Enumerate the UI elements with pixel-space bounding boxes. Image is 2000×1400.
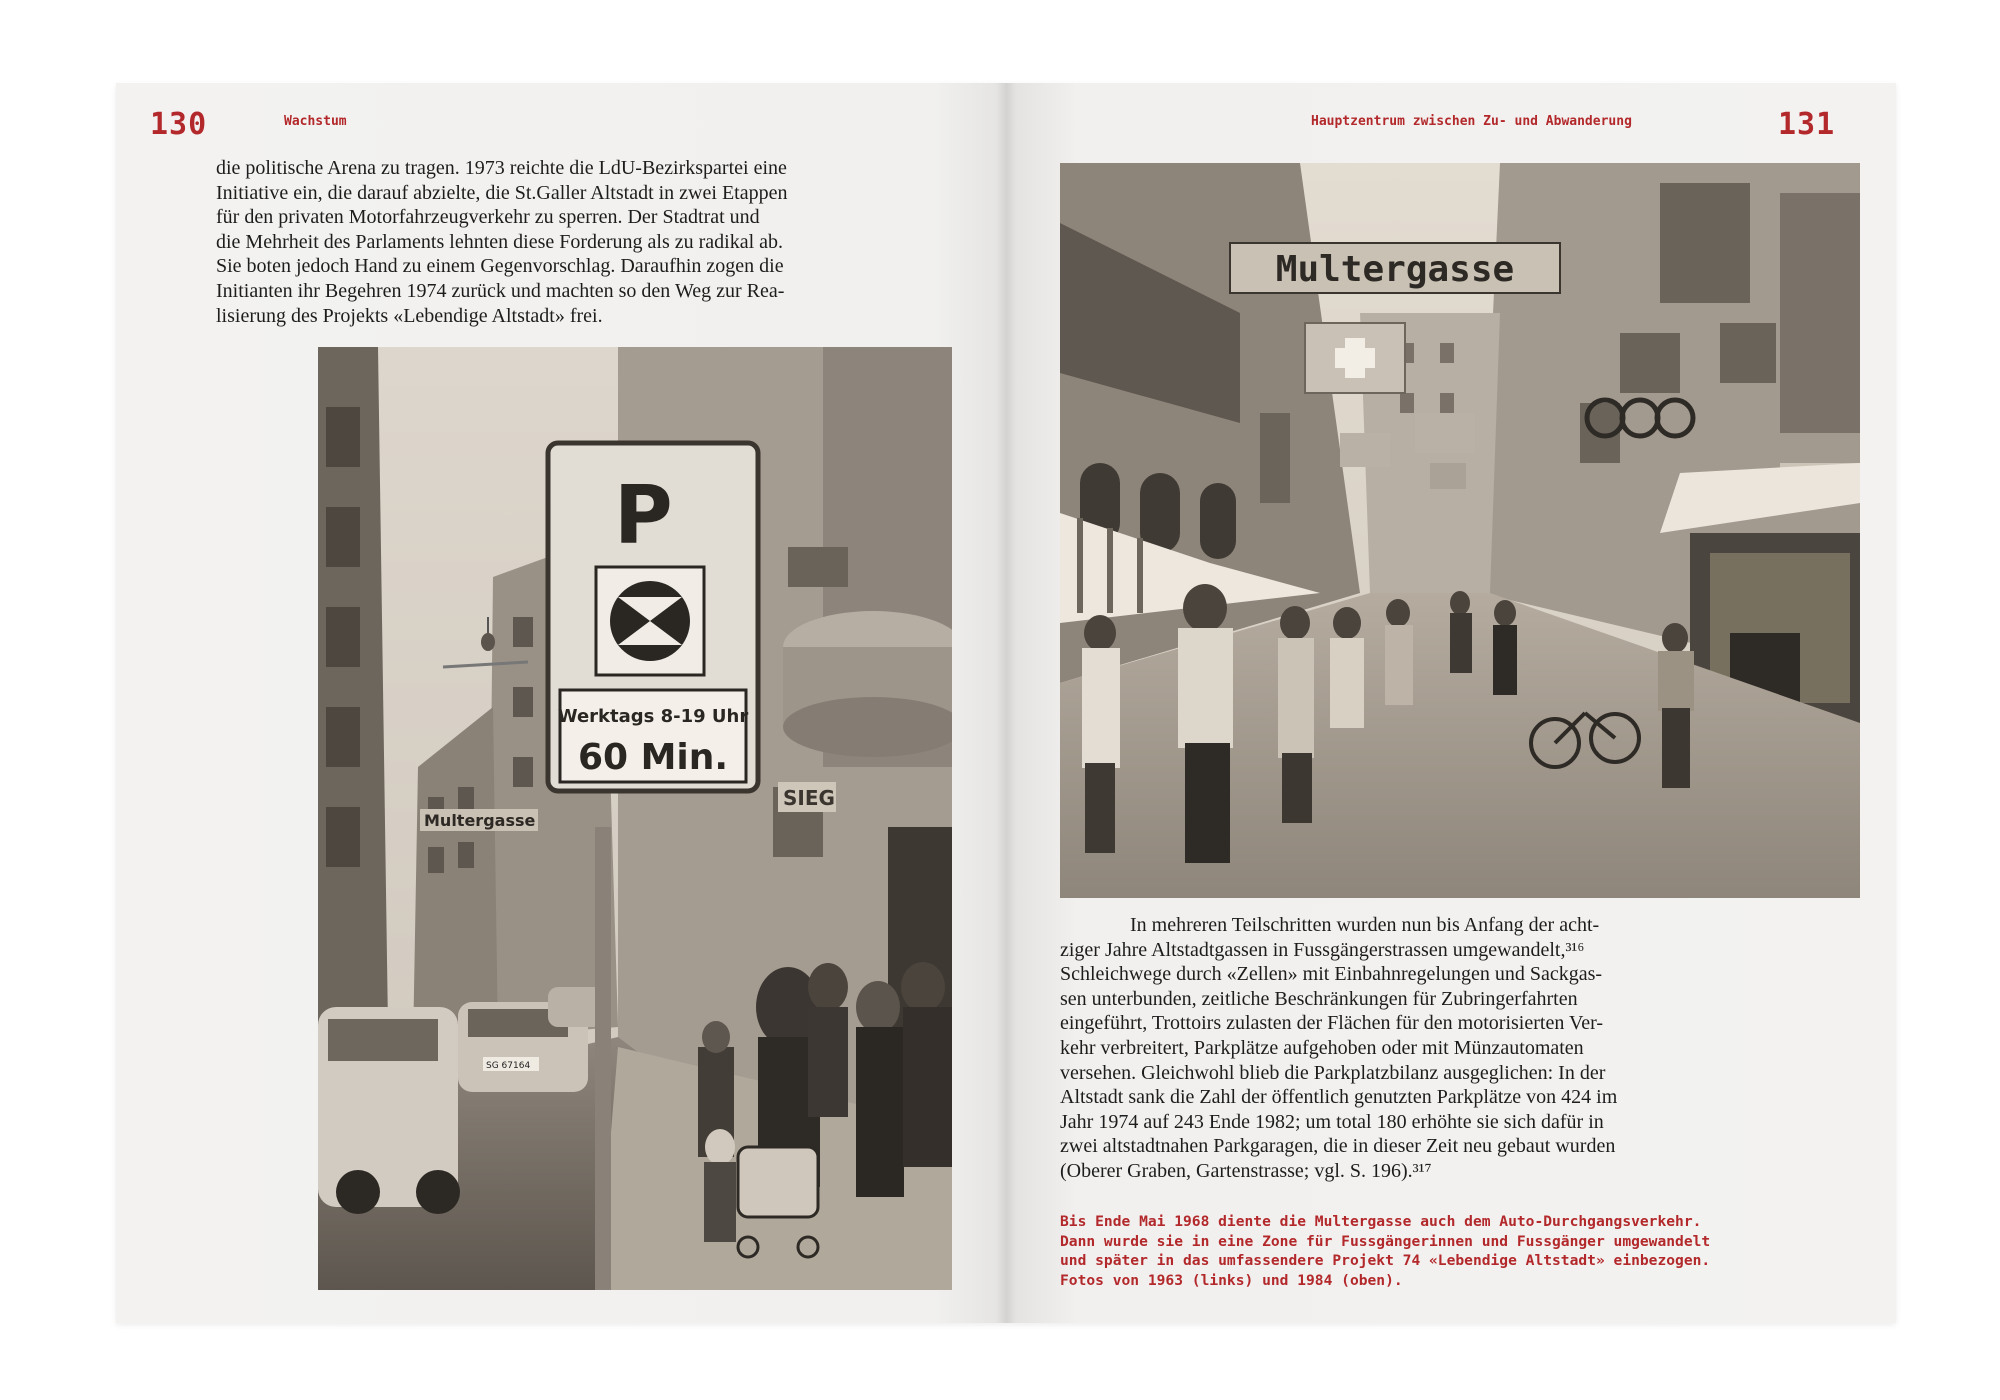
text-line: sen unterbunden, zeitliche Beschränkungen für Zubringerfahrten: [1060, 987, 1578, 1010]
photo-1963-parking-sign: [318, 347, 952, 1290]
text-line: kehr verbreitert, Parkplätze aufgehoben oder mit Münzautomaten: [1060, 1036, 1584, 1059]
street-sign-text: Multergasse: [424, 811, 536, 830]
running-head-left: Wachstum: [284, 114, 347, 129]
text-line: die Mehrheit des Parlaments lehnten diese Forderung als zu radikal ab.: [216, 230, 784, 253]
overhead-street-sign-text: Multergasse: [1275, 249, 1515, 290]
photo-caption: [1060, 1212, 1710, 1290]
sign-hours-text: Werktags 8-19 Uhr: [557, 706, 749, 727]
text-line: lisierung des Projekts «Lebendige Altstadt» frei.: [216, 304, 603, 327]
page-number-right: 131: [1778, 107, 1836, 142]
left-page: [116, 83, 1006, 1323]
text-line: eingeführt, Trottoirs zulasten der Flächen für den motorisierten Ver-: [1060, 1012, 1603, 1035]
photo-1984-pedestrian-street: [1060, 163, 1860, 898]
text-line: zwei altstadtnahen Parkgaragen, die in dieser Zeit neu gebaut wurden: [1060, 1135, 1616, 1158]
license-plate-text: SG 67164: [486, 1061, 531, 1071]
right-page: [1006, 83, 1896, 1323]
text-line: für den privaten Motorfahrzeugverkehr zu sperren. Der Stadtrat und: [216, 206, 760, 229]
text-line: Jahr 1974 auf 243 Ende 1982; um total 180 erhöhte sie sich dafür in: [1060, 1110, 1604, 1133]
text-line: ziger Jahre Altstadtgassen in Fussgängerstrassen umgewandelt,³¹⁶: [1060, 938, 1585, 961]
photo-1984-image: [1060, 163, 1860, 898]
caption-line: Bis Ende Mai 1968 diente die Multergasse auch dem Auto-Durchgangsverkehr.: [1060, 1213, 1702, 1230]
text-line: In mehreren Teilschritten wurden nun bis Anfang der acht-: [1130, 914, 1600, 936]
text-line: Initianten ihr Begehren 1974 zurück und machten so den Weg zur Rea-: [216, 279, 785, 302]
text-line: (Oberer Graben, Gartenstrasse; vgl. S. 196).³¹⁷: [1060, 1159, 1432, 1182]
text-line: versehen. Gleichwohl blieb die Parkplatzbilanz ausgeglichen: In der: [1060, 1061, 1606, 1084]
caption-line: und später in das umfassendere Projekt 74 «Lebendige Altstadt» einbezogen.: [1060, 1252, 1711, 1270]
caption-line: Dann wurde sie in eine Zone für Fussgängerinnen und Fussgänger umgewandelt: [1060, 1232, 1711, 1250]
shop-sign-text: SIEG: [783, 786, 835, 810]
text-line: Schleichwege durch «Zellen» mit Einbahnregelungen und Sackgas-: [1060, 963, 1603, 986]
sign-letter: P: [614, 469, 673, 562]
text-line: die politische Arena zu tragen. 1973 reichte die LdU-Bezirkspartei eine: [216, 157, 787, 179]
page-number-left: 130: [150, 107, 208, 142]
book-spread: [116, 83, 1896, 1323]
sign-duration-text: 60 Min.: [577, 737, 729, 778]
running-head-right: Hauptzentrum zwischen Zu- und Abwanderung: [1311, 114, 1632, 129]
left-paragraph: [216, 156, 787, 328]
photo-1963-image: [318, 347, 952, 1290]
text-line: Sie boten jedoch Hand zu einem Gegenvorschlag. Daraufhin zogen die: [216, 255, 784, 278]
caption-line: Fotos von 1963 (links) und 1984 (oben).: [1060, 1271, 1403, 1289]
text-line: Initiative ein, die darauf abzielte, die St.Galler Altstadt in zwei Etappen: [216, 181, 788, 204]
right-paragraph: [1060, 913, 1617, 1184]
text-line: Altstadt sank die Zahl der öffentlich genutzten Parkplätze von 424 im: [1060, 1086, 1618, 1109]
book-gutter: [996, 83, 1016, 1323]
